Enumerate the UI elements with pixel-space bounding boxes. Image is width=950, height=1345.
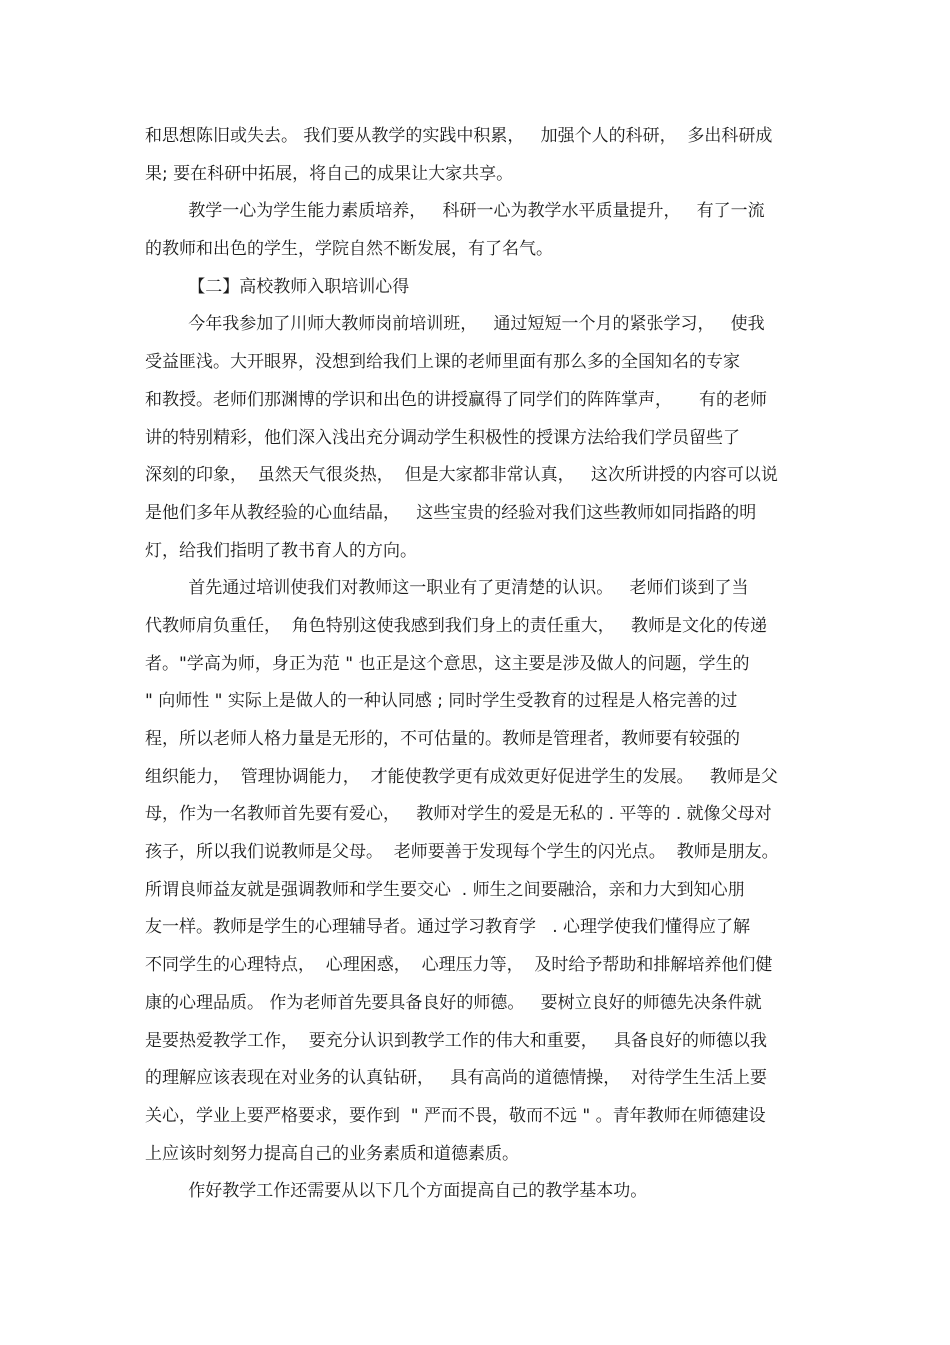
text-line: 受益匪浅。大开眼界，没想到给我们上课的老师里面有那么多的全国知名的专家	[145, 352, 740, 373]
section-heading: 【二】高校教师入职培训心得	[145, 276, 410, 297]
text-line: 是他们多年从教经验的心血结晶， 这些宝贵的经验对我们这些教师如同指路的明	[145, 502, 757, 523]
text-line: 的理解应该表现在对业务的认真钻研， 具有高尚的道德情操， 对待学生生活上要	[145, 1068, 768, 1089]
text-line: 关心，学业上要严格要求，要作到 " 严而不畏，敬而不远 " 。青年教师在师德建设	[145, 1105, 766, 1126]
text-line: " 向师性 " 实际上是做人的一种认同感 ; 同时学生受教育的过程是人格完善的过	[145, 691, 738, 712]
text-line: 的教师和出色的学生，学院自然不断发展，有了名气。	[145, 239, 553, 260]
text-line: 所谓良师益友就是强调教师和学生要交心 . 师生之间要融洽，亲和力大到知心朋	[145, 879, 745, 900]
text-line: 是要热爱教学工作， 要充分认识到教学工作的伟大和重要， 具备良好的师德以我	[145, 1030, 768, 1051]
document-body	[145, 118, 810, 1211]
text-line: 作好教学工作还需要从以下几个方面提高自己的教学基本功。	[145, 1181, 648, 1202]
text-line: 代教师肩负重任， 角色特别这使我感到我们身上的责任重大， 教师是文化的传递	[145, 615, 768, 636]
text-line: 不同学生的心理特点， 心理困惑， 心理压力等， 及时给予帮助和排解培养他们健	[145, 955, 773, 976]
text-line: 上应该时刻努力提高自己的业务素质和道德素质。	[145, 1143, 519, 1164]
text-line: 者。"学高为师，身正为范 " 也正是这个意思，这主要是涉及做人的问题，学生的	[145, 653, 750, 674]
text-line: 友一样。教师是学生的心理辅导者。通过学习教育学 . 心理学使我们懂得应了解	[145, 917, 751, 938]
text-line: 组织能力， 管理协调能力， 才能使教学更有成效更好促进学生的发展。 教师是父	[145, 766, 778, 787]
text-line: 深刻的印象， 虽然天气很炎热， 但是大家都非常认真， 这次所讲授的内容可以说	[145, 465, 778, 486]
text-line: 孩子，所以我们说教师是父母。 老师要善于发现每个学生的闪光点。 教师是朋友。	[145, 842, 779, 863]
text-line: 程，所以老师人格力量是无形的，不可估量的。教师是管理者，教师要有较强的	[145, 729, 740, 749]
text-line: 母，作为一名教师首先要有爱心， 教师对学生的爱是无私的 . 平等的 . 就像父母对	[145, 804, 772, 825]
text-line: 灯，给我们指明了教书育人的方向。	[145, 540, 417, 561]
text-line: 康的心理品质。 作为老师首先要具备良好的师德。 要树立良好的师德先决条件就	[145, 992, 762, 1013]
text-line: 和思想陈旧或失去。 我们要从教学的实践中积累， 加强个人的科研， 多出科研成	[145, 126, 773, 146]
text-line: 首先通过培训使我们对教师这一职业有了更清楚的认识。 老师们谈到了当	[145, 578, 749, 599]
text-line: 教学一心为学生能力素质培养， 科研一心为教学水平质量提升， 有了一流	[145, 201, 765, 222]
text-line: 果; 要在科研中拓展，将自己的成果让大家共享。	[145, 163, 514, 184]
text-line: 和教授。老师们那渊博的学识和出色的讲授赢得了同学们的阵阵掌声， 有的老师	[145, 389, 768, 410]
text-line: 今年我参加了川师大教师岗前培训班， 通过短短一个月的紧张学习， 使我	[145, 314, 765, 335]
text-line: 讲的特别精彩，他们深入浅出充分调动学生积极性的授课方法给我们学员留些了	[145, 427, 740, 448]
